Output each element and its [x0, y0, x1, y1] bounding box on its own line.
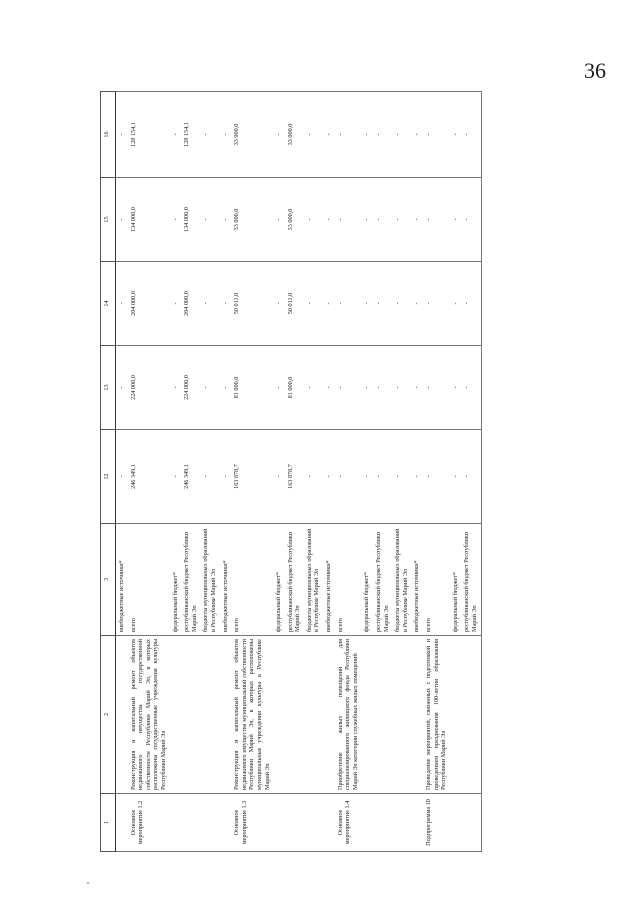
col-header-14: 14: [101, 262, 116, 346]
cell-value-12: -: [450, 430, 462, 524]
table-row: [304, 92, 323, 852]
cell-program: [323, 794, 335, 852]
cell-value-13: -: [220, 346, 232, 430]
cell-value-12: -: [220, 430, 232, 524]
cell-source: федеральный бюджет*: [273, 524, 285, 636]
cell-description: Проведение мероприятий, связанных с подготовкой и проведением празднования 100-летия образования Республики Марий Эл: [423, 636, 450, 794]
cell-program: Основное мероприятие 1.3: [231, 794, 273, 852]
cell-value-16: -: [361, 92, 373, 178]
cell-value-13: -: [373, 346, 392, 430]
cell-value-16: -: [392, 92, 411, 178]
cell-source: всего: [423, 524, 450, 636]
cell-description: Реконструкция и капитальный ремонт объектов недвижимого имущества муниципальной собственности Республики Марий Эл, в которых расположены муниципальные учреждения культуры в Республике Марий Эл: [231, 636, 273, 794]
cell-value-13: -: [273, 346, 285, 430]
cell-value-16: -: [373, 92, 392, 178]
cell-source: внебюджетные источники*: [220, 524, 232, 636]
cell-source: республиканский бюджет Республики Марий Эл: [181, 524, 200, 636]
cell-value-12: -: [170, 430, 182, 524]
cell-value-15: -: [373, 178, 392, 262]
table-row: [128, 92, 170, 852]
cell-source: бюджеты муниципальных образований в Республике Марий Эл: [200, 524, 219, 636]
cell-value-15: -: [323, 178, 335, 262]
cell-value-14: -: [170, 262, 182, 346]
cell-value-12: 246 349,1: [128, 430, 170, 524]
col-header-3: 3: [101, 524, 116, 636]
cell-source: республиканский бюджет Республики Марий Эл: [373, 524, 392, 636]
table-row: [285, 92, 304, 852]
cell-description: [373, 636, 392, 794]
cell-value-16: -: [116, 92, 128, 178]
cell-value-14: -: [392, 262, 411, 346]
cell-program: [373, 794, 392, 852]
cell-value-13: -: [323, 346, 335, 430]
table-row: [411, 92, 423, 852]
table-row: [273, 92, 285, 852]
cell-value-15: 134 000,0: [128, 178, 170, 262]
cell-value-16: -: [220, 92, 232, 178]
cell-value-16: -: [461, 92, 481, 178]
cell-description: [285, 636, 304, 794]
cell-description: [200, 636, 219, 794]
cell-program: [285, 794, 304, 852]
cell-value-16: -: [335, 92, 362, 178]
cell-description: [116, 636, 128, 794]
table-row: [461, 92, 481, 852]
cell-value-14: -: [361, 262, 373, 346]
cell-program: [461, 794, 481, 852]
cell-description: [411, 636, 423, 794]
cell-value-15: -: [411, 178, 423, 262]
cell-value-15: -: [170, 178, 182, 262]
cell-description: Приобретение жилых помещений для специализированного жилищного фонда Республики Марий Эл категории служебных жилых помещений: [335, 636, 362, 794]
cell-value-12: -: [411, 430, 423, 524]
table-row: [335, 92, 362, 852]
budget-table: [100, 91, 482, 852]
cell-value-15: -: [392, 178, 411, 262]
cell-value-13: 224 000,0: [181, 346, 200, 430]
cell-source: внебюджетные источники*: [116, 524, 128, 636]
cell-source: федеральный бюджет*: [450, 524, 462, 636]
cell-value-15: -: [220, 178, 232, 262]
cell-value-13: -: [116, 346, 128, 430]
cell-value-14: -: [335, 262, 362, 346]
table-row: [181, 92, 200, 852]
cell-program: Подпрограмма 10: [423, 794, 450, 852]
cell-value-12: -: [200, 430, 219, 524]
cell-value-16: -: [200, 92, 219, 178]
cell-value-16: -: [423, 92, 450, 178]
cell-value-15: -: [304, 178, 323, 262]
table-row: [450, 92, 462, 852]
cell-value-15: -: [450, 178, 462, 262]
table-row: [323, 92, 335, 852]
cell-program: [200, 794, 219, 852]
cell-value-16: -: [411, 92, 423, 178]
cell-program: [304, 794, 323, 852]
table-row: [373, 92, 392, 852]
cell-value-12: -: [116, 430, 128, 524]
cell-program: [116, 794, 128, 852]
cell-value-16: -: [273, 92, 285, 178]
table-row: [361, 92, 373, 852]
cell-value-14: -: [116, 262, 128, 346]
cell-program: Основное мероприятие 1.4: [335, 794, 362, 852]
cell-value-16: 33 000,0: [285, 92, 304, 178]
cell-value-12: -: [335, 430, 362, 524]
cell-program: [220, 794, 232, 852]
cell-source: всего: [128, 524, 170, 636]
cell-source: республиканский бюджет Республики Марий Эл: [461, 524, 481, 636]
cell-description: [170, 636, 182, 794]
table-row: [423, 92, 450, 852]
cell-description: [461, 636, 481, 794]
cell-value-15: 33 000,0: [285, 178, 304, 262]
col-header-12: 12: [101, 430, 116, 524]
cell-source: бюджеты муниципальных образований в Республике Марий Эл: [392, 524, 411, 636]
table-row: [116, 92, 128, 852]
cell-program: [450, 794, 462, 852]
cell-description: [323, 636, 335, 794]
cell-description: [181, 636, 200, 794]
cell-value-14: -: [373, 262, 392, 346]
cell-value-16: -: [304, 92, 323, 178]
cell-value-15: -: [200, 178, 219, 262]
table-row: [200, 92, 219, 852]
cell-value-13: -: [170, 346, 182, 430]
table-row: [392, 92, 411, 852]
cell-value-12: -: [461, 430, 481, 524]
cell-value-16: -: [323, 92, 335, 178]
cell-value-15: -: [461, 178, 481, 262]
cell-value-13: 81 000,0: [285, 346, 304, 430]
cell-description: [304, 636, 323, 794]
cell-description: [392, 636, 411, 794]
cell-value-13: -: [423, 346, 450, 430]
cell-value-14: -: [200, 262, 219, 346]
col-header-2: 2: [101, 636, 116, 794]
cell-value-13: 81 000,0: [231, 346, 273, 430]
col-header-1: 1: [101, 794, 116, 852]
cell-value-13: -: [304, 346, 323, 430]
cell-value-12: 163 878,7: [231, 430, 273, 524]
col-header-13: 13: [101, 346, 116, 430]
cell-value-12: -: [361, 430, 373, 524]
rotated-table-wrapper: [100, 92, 560, 852]
cell-value-12: -: [323, 430, 335, 524]
cell-program: [392, 794, 411, 852]
cell-value-13: 224 000,0: [128, 346, 170, 430]
col-header-15: 15: [101, 178, 116, 262]
cell-value-12: 246 349,1: [181, 430, 200, 524]
cell-value-12: -: [423, 430, 450, 524]
cell-description: [220, 636, 232, 794]
cell-value-16: -: [170, 92, 182, 178]
cell-source: внебюджетные источники*: [323, 524, 335, 636]
cell-source: федеральный бюджет*: [361, 524, 373, 636]
cell-value-14: -: [450, 262, 462, 346]
cell-source: внебюджетные источники*: [411, 524, 423, 636]
cell-value-14: -: [423, 262, 450, 346]
cell-value-12: -: [392, 430, 411, 524]
cell-value-14: -: [323, 262, 335, 346]
cell-value-14: -: [411, 262, 423, 346]
col-header-16: 16: [101, 92, 116, 178]
cell-value-15: 134 000,0: [181, 178, 200, 262]
table-row: [231, 92, 273, 852]
cell-description: [273, 636, 285, 794]
cell-value-14: 50 011,0: [285, 262, 304, 346]
cell-program: [361, 794, 373, 852]
cell-value-13: -: [200, 346, 219, 430]
cell-value-14: -: [304, 262, 323, 346]
cell-source: федеральный бюджет*: [170, 524, 182, 636]
cell-description: [361, 636, 373, 794]
cell-value-13: -: [461, 346, 481, 430]
cell-source: бюджеты муниципальных образований в Республике Марий Эл: [304, 524, 323, 636]
cell-source: республиканский бюджет Республики Марий Эл: [285, 524, 304, 636]
cell-value-14: 204 000,0: [128, 262, 170, 346]
cell-value-15: -: [116, 178, 128, 262]
cell-program: [170, 794, 182, 852]
cell-value-15: -: [273, 178, 285, 262]
cell-value-14: -: [220, 262, 232, 346]
scan-speck: [87, 882, 89, 884]
cell-value-14: -: [273, 262, 285, 346]
cell-value-13: -: [392, 346, 411, 430]
cell-value-14: 50 011,0: [231, 262, 273, 346]
cell-value-12: -: [273, 430, 285, 524]
cell-program: Основное мероприятие 1.2: [128, 794, 170, 852]
cell-value-13: -: [450, 346, 462, 430]
cell-description: [450, 636, 462, 794]
page-number: 36: [584, 58, 606, 83]
table-row: [220, 92, 232, 852]
cell-value-16: -: [450, 92, 462, 178]
cell-value-13: -: [361, 346, 373, 430]
cell-program: [273, 794, 285, 852]
cell-value-12: -: [304, 430, 323, 524]
cell-value-15: -: [361, 178, 373, 262]
cell-value-12: -: [373, 430, 392, 524]
cell-value-15: 33 000,0: [231, 178, 273, 262]
cell-value-16: 128 154,1: [128, 92, 170, 178]
cell-value-13: -: [411, 346, 423, 430]
cell-program: [411, 794, 423, 852]
cell-source: всего: [231, 524, 273, 636]
cell-value-12: 163 878,7: [285, 430, 304, 524]
cell-value-16: 33 000,0: [231, 92, 273, 178]
cell-source: всего: [335, 524, 362, 636]
cell-value-16: 128 154,1: [181, 92, 200, 178]
cell-value-15: -: [423, 178, 450, 262]
cell-program: [181, 794, 200, 852]
cell-value-15: -: [335, 178, 362, 262]
cell-description: Реконструкция и капитальный ремонт объектов недвижимого имущества государственной собственности Республики Марий Эл, в которых расположены государственные учреждения культуры Республики Марий Эл: [128, 636, 170, 794]
cell-value-14: 204 000,0: [181, 262, 200, 346]
cell-value-13: -: [335, 346, 362, 430]
cell-value-14: -: [461, 262, 481, 346]
header-row: [101, 92, 116, 852]
table-row: [170, 92, 182, 852]
